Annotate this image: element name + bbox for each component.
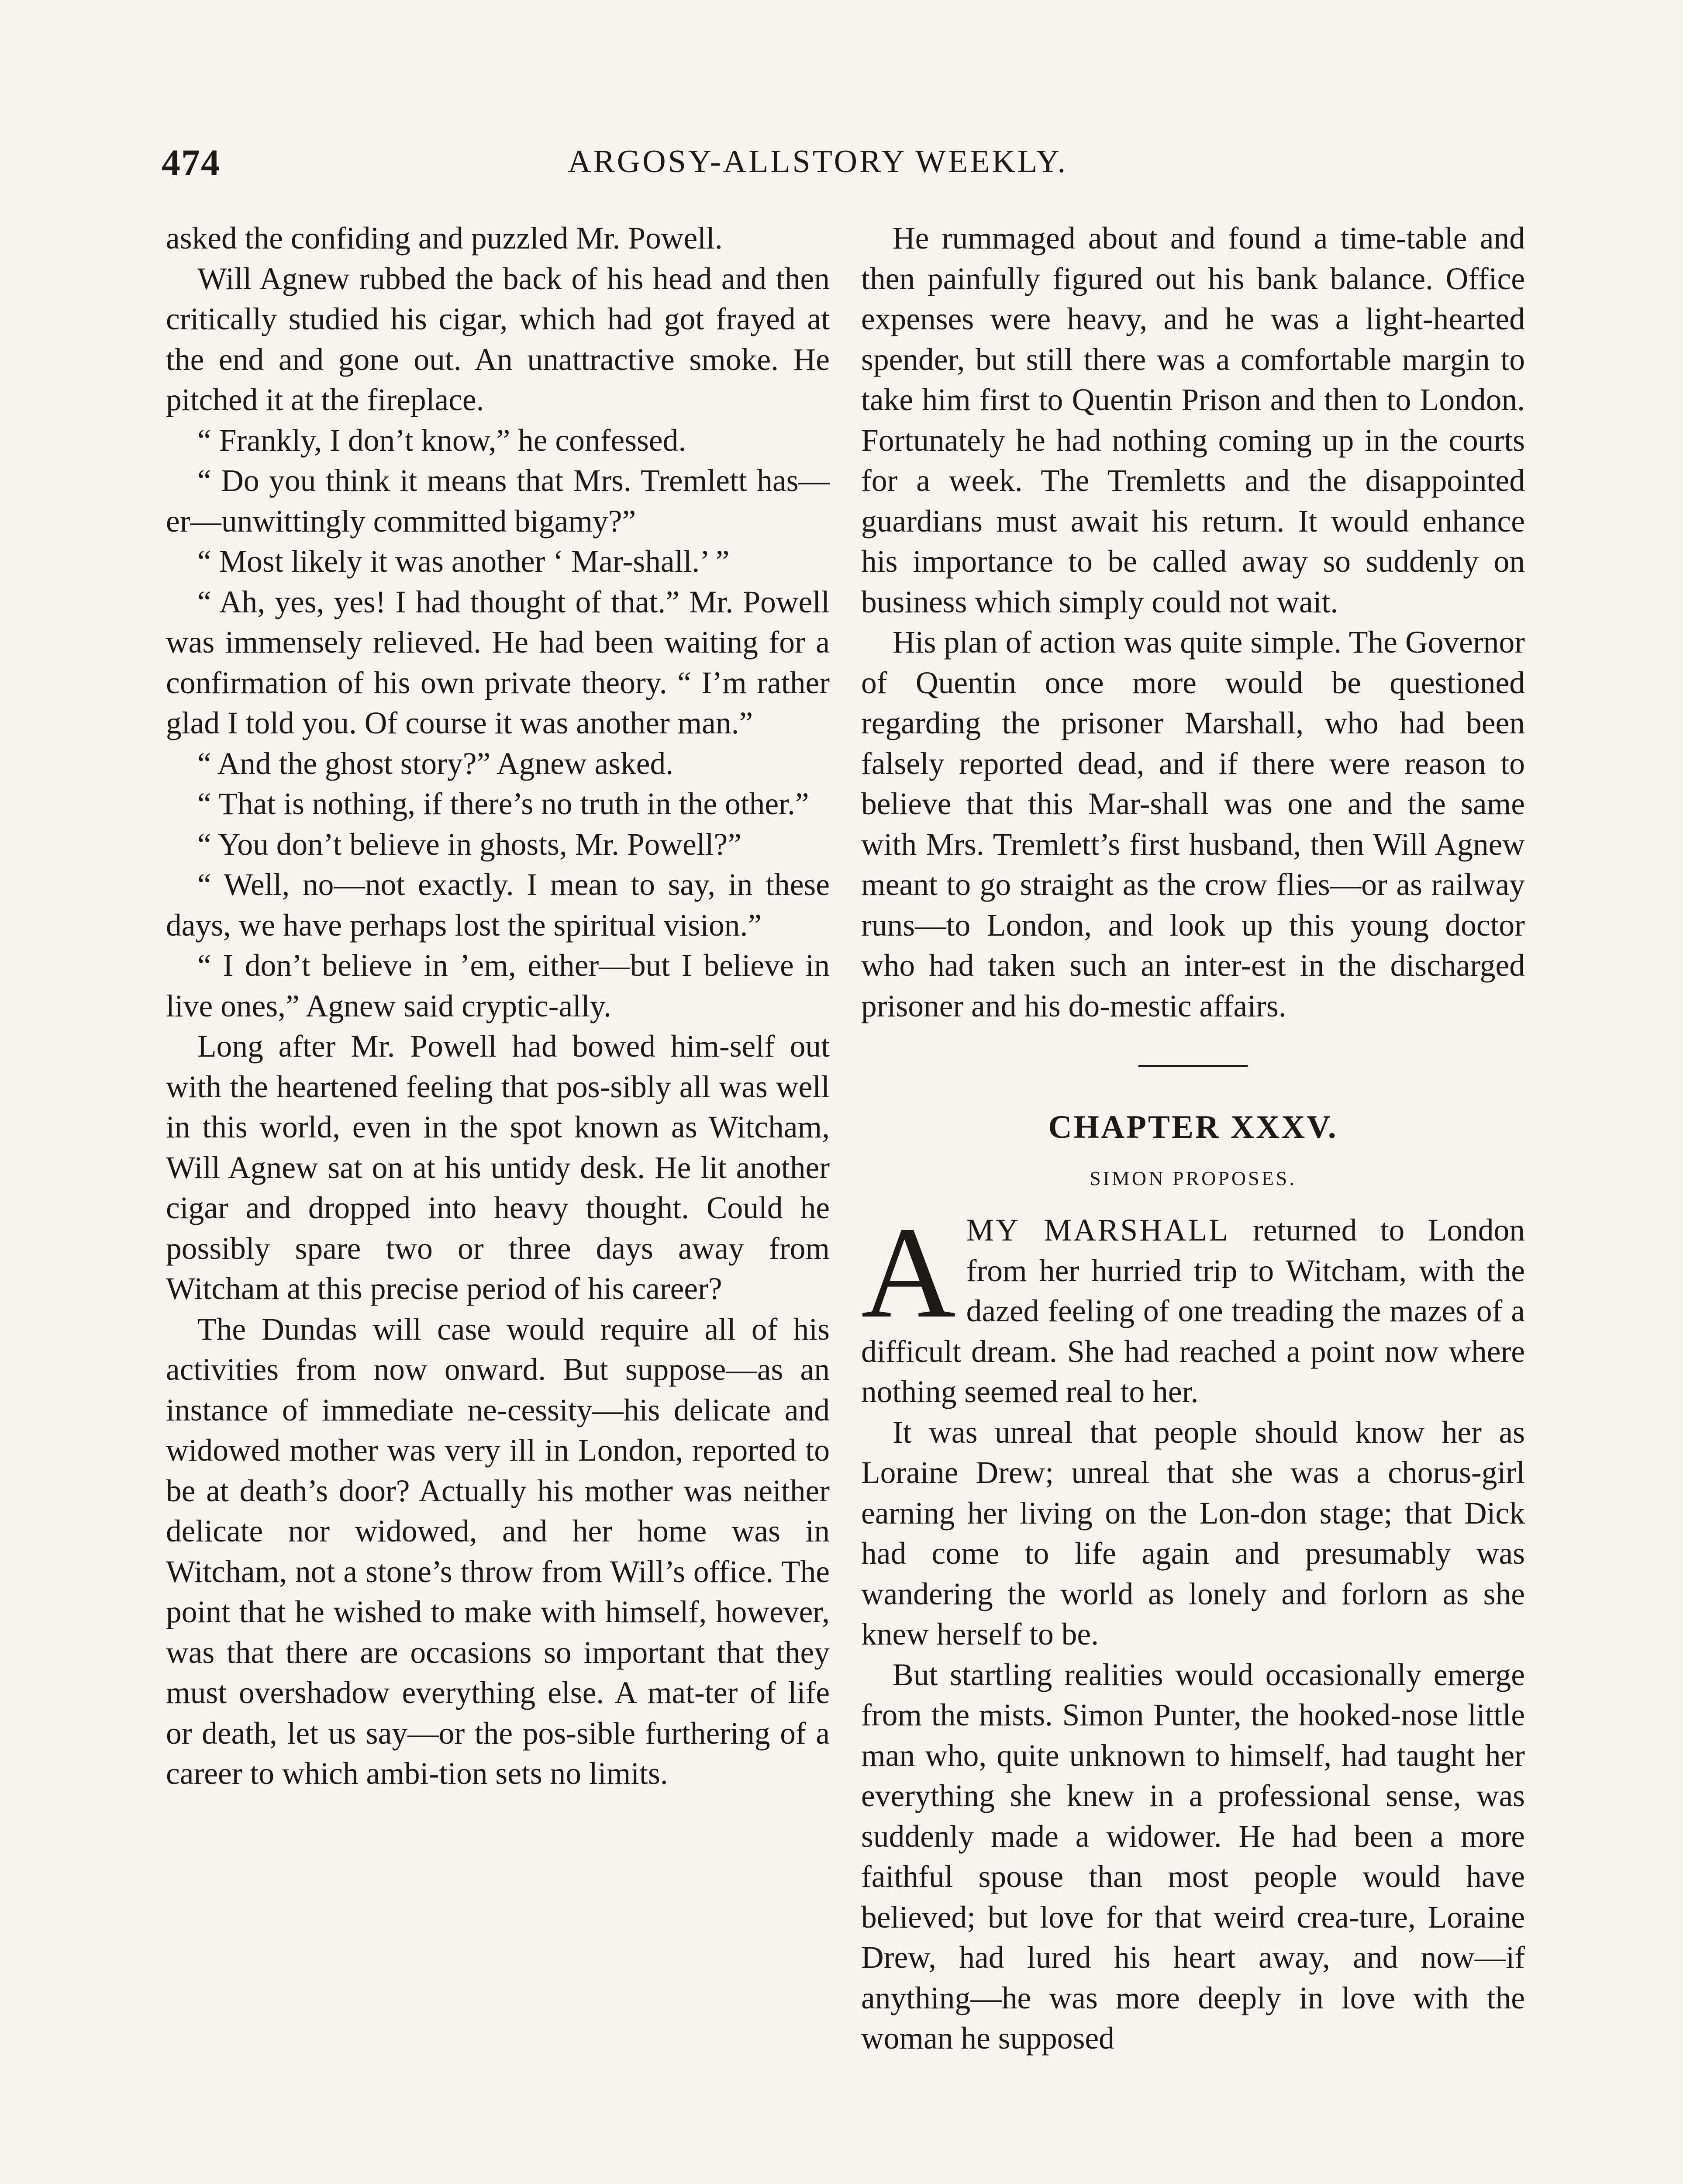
page-number: 474 [162,142,221,183]
paragraph: “ That is nothing, if there’s no truth in the other.” [197,787,809,821]
paragraph: “ You don’t believe in ghosts, Mr. Powell?” [197,827,741,862]
paragraph: asked the confiding and puzzled Mr. Powell. [166,221,723,256]
right-column [861,218,1525,2059]
section-divider [1138,1065,1248,1067]
paragraph: “ And the ghost story?” Agnew asked. [197,746,674,781]
chapter-title: CHAPTER XXXV. [1048,1109,1338,1145]
paragraph: Long after Mr. Powell had bowed him-self out with the heartened feeling that pos-sibly all was well in this world, even in the spot known as Witcham, Will Agnew sat on at his untidy desk. He lit another cigar and dropped into heavy thought. Could he possibly spare two or three days away from Witcham at this precise period of his career? [166,1029,830,1306]
opening-text: returned to London from her hurried trip to Witcham, with the dazed feeling of one treading the mazes of a difficult dream. She had reached a point now where nothing seemed real to her. [861,1213,1525,1409]
paragraph: “ Do you think it means that Mrs. Tremlett has—er—unwittingly committed bigamy?” [166,463,830,539]
running-head: ARGOSY-ALLSTORY WEEKLY. [568,144,1068,180]
left-column [166,218,830,1794]
opening-small-caps: MY MARSHALL [966,1213,1230,1248]
chapter-opening-paragraph [861,1200,1525,1413]
drop-cap: A [861,1200,956,1345]
paragraph: It was unreal that people should know her as Loraine Drew; unreal that she was a chorus-girl earning her living on the Lon-don stage; that Dick had come to life again and presumably was wandering the world as lonely and forlorn as she knew herself to be. [861,1415,1525,1652]
paragraph: He rummaged about and found a time-table and then painfully figured out his bank balance. Office expenses were heavy, and he was a light-hearted spender, but still there was a comfortable margin to take him first to Quentin Prison and then to London. Fortunately he had nothing coming up in the courts for a week. The Tremletts and the disappointed guardians must await his return. It would enhance his importance to be called away so suddenly on business which simply could not wait. [861,221,1525,619]
paragraph: “ Most likely it was another ‘ Mar-shall.’ ” [197,544,730,579]
paragraph: “ I don’t believe in ’em, either—but I believe in live ones,” Agnew said cryptic-ally. [166,948,830,1023]
chapter-subtitle: SIMON PROPOSES. [1090,1167,1297,1189]
paragraph: His plan of action was quite simple. The Governor of Quentin once more would be questioned regarding the prisoner Marshall, who had been falsely reported dead, and if there were reason to believe that this Mar-shall was one and the same with Mrs. Tremlett’s first husband, then Will Agnew meant to go straight as the crow flies—or as railway runs—to London, and look up this young doctor who had taken such an inter-est in the discharged prisoner and his do-mestic affairs. [861,625,1525,1023]
paragraph: “ Frankly, I don’t know,” he confessed. [197,423,686,458]
paragraph: The Dundas will case would require all of his activities from now onward. But suppose—as an instance of immediate ne-cessity—his delicate and widowed mother was very ill in London, reported to be at death’s door? Actually his mother was neither delicate nor widowed, and her home was in Witcham, not a stone’s throw from Will’s office. The point that he wished to make with himself, however, was that there are occasions so important that they must overshadow everything else. A mat-ter of life or death, let us say—or the pos-sible furthering of a career to which ambi-tion sets no limits. [166,1312,830,1791]
paragraph: “ Well, no—not exactly. I mean to say, in these days, we have perhaps lost the spiritual vision.” [166,867,830,943]
paragraph: But startling realities would occasionally emerge from the mists. Simon Punter, the hooked-nose little man who, quite unknown to himself, had taught her everything she knew in a professional sense, was suddenly made a widower. He had been a more faithful spouse than most people would have believed; but love for that weird crea-ture, Loraine Drew, had lured his heart away, and now—if anything—he was more deeply in love with the woman he supposed [861,1657,1525,2056]
paragraph: Will Agnew rubbed the back of his head and then critically studied his cigar, which had got frayed at the end and gone out. An unattractive smoke. He pitched it at the fireplace. [166,261,830,417]
paragraph: “ Ah, yes, yes! I had thought of that.” Mr. Powell was immensely relieved. He had been waiting for a confirmation of his own private theory. “ I’m rather glad I told you. Of course it was another man.” [166,584,830,740]
